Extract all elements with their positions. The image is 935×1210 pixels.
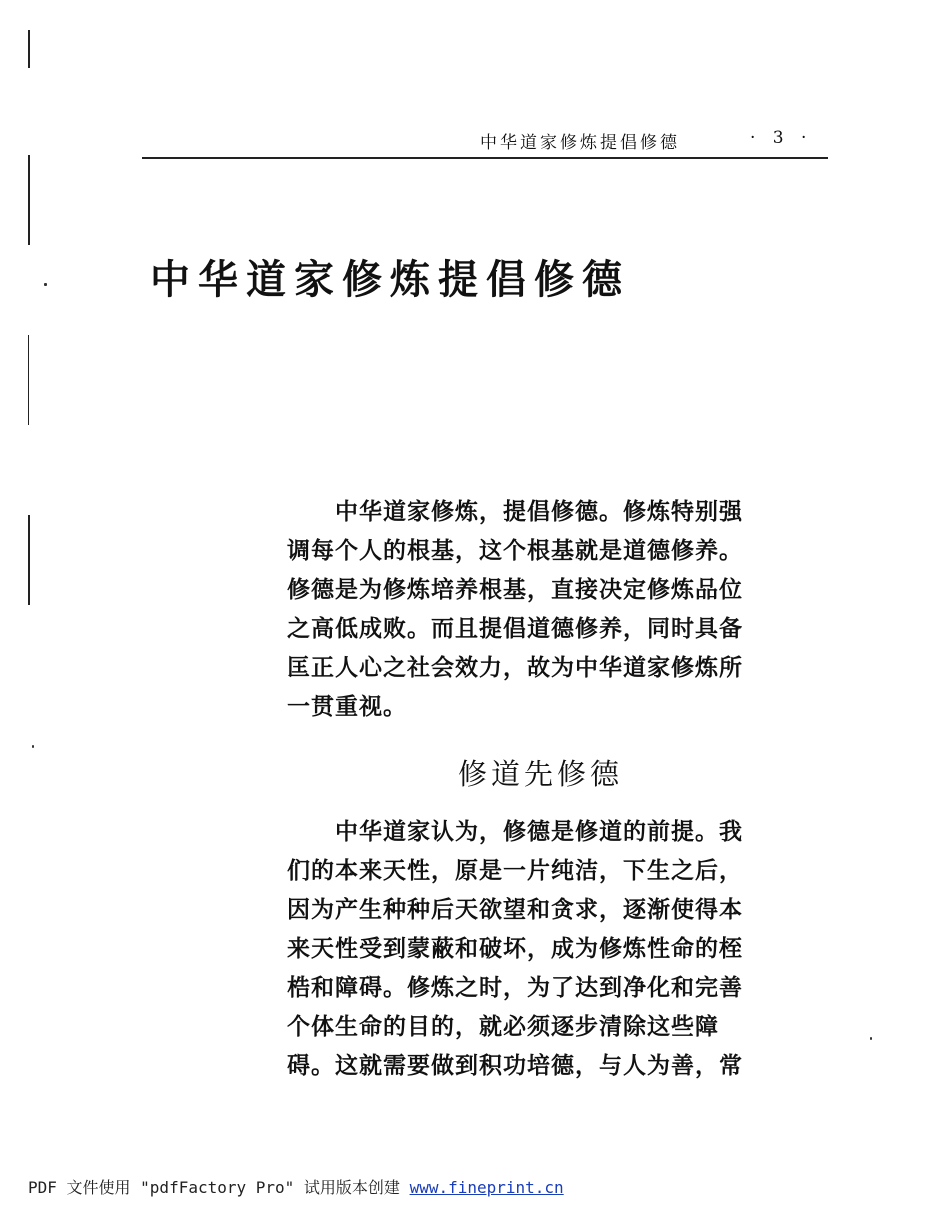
scan-edge-mark <box>28 515 30 605</box>
pdf-footer-notice <box>28 1175 564 1198</box>
intro-paragraph <box>287 492 832 726</box>
text-line: 因为产生种种后天欲望和贪求，逐渐使得本 <box>287 896 743 923</box>
footer-notice-text: PDF 文件使用 "pdfFactory Pro" 试用版本创建 <box>28 1178 410 1197</box>
text-line: 个体生命的目的，就必须逐步清除这些障 <box>287 1013 719 1040</box>
text-line: 中华道家认为，修德是修道的前提。我 <box>287 818 743 845</box>
scan-speck <box>870 1037 872 1040</box>
text-line: 们的本来天性，原是一片纯洁，下生之后， <box>287 857 743 884</box>
scan-edge-mark <box>28 335 29 425</box>
section-title: 修道先修德 <box>458 757 624 791</box>
scan-edge-mark <box>28 155 30 245</box>
section-paragraph <box>287 812 832 1085</box>
fineprint-link[interactable]: www.fineprint.cn <box>409 1178 564 1197</box>
page-number: · 3 · <box>750 128 813 148</box>
running-header-title: 中华道家修炼提倡修德 <box>480 133 680 153</box>
scan-speck <box>32 745 34 748</box>
text-line: 匡正人心之社会效力，故为中华道家修炼所 <box>287 654 743 681</box>
text-line: 调每个人的根基，这个根基就是道德修养。 <box>287 537 743 564</box>
chapter-title: 中华道家修炼提倡修德 <box>150 257 630 303</box>
text-line: 中华道家修炼，提倡修德。修炼特别强 <box>287 498 743 525</box>
text-line: 碍。这就需要做到积功培德，与人为善，常 <box>287 1052 743 1079</box>
text-line: 之高低成败。而且提倡道德修养，同时具备 <box>287 615 743 642</box>
scan-speck <box>44 283 47 286</box>
header-rule <box>142 157 828 159</box>
text-line: 修德是为修炼培养根基，直接决定修炼品位 <box>287 576 743 603</box>
text-line: 梏和障碍。修炼之时，为了达到净化和完善 <box>287 974 743 1001</box>
text-line: 来天性受到蒙蔽和破坏，成为修炼性命的桎 <box>287 935 743 962</box>
scan-edge-mark <box>28 30 30 68</box>
text-line: 一贯重视。 <box>287 693 407 720</box>
